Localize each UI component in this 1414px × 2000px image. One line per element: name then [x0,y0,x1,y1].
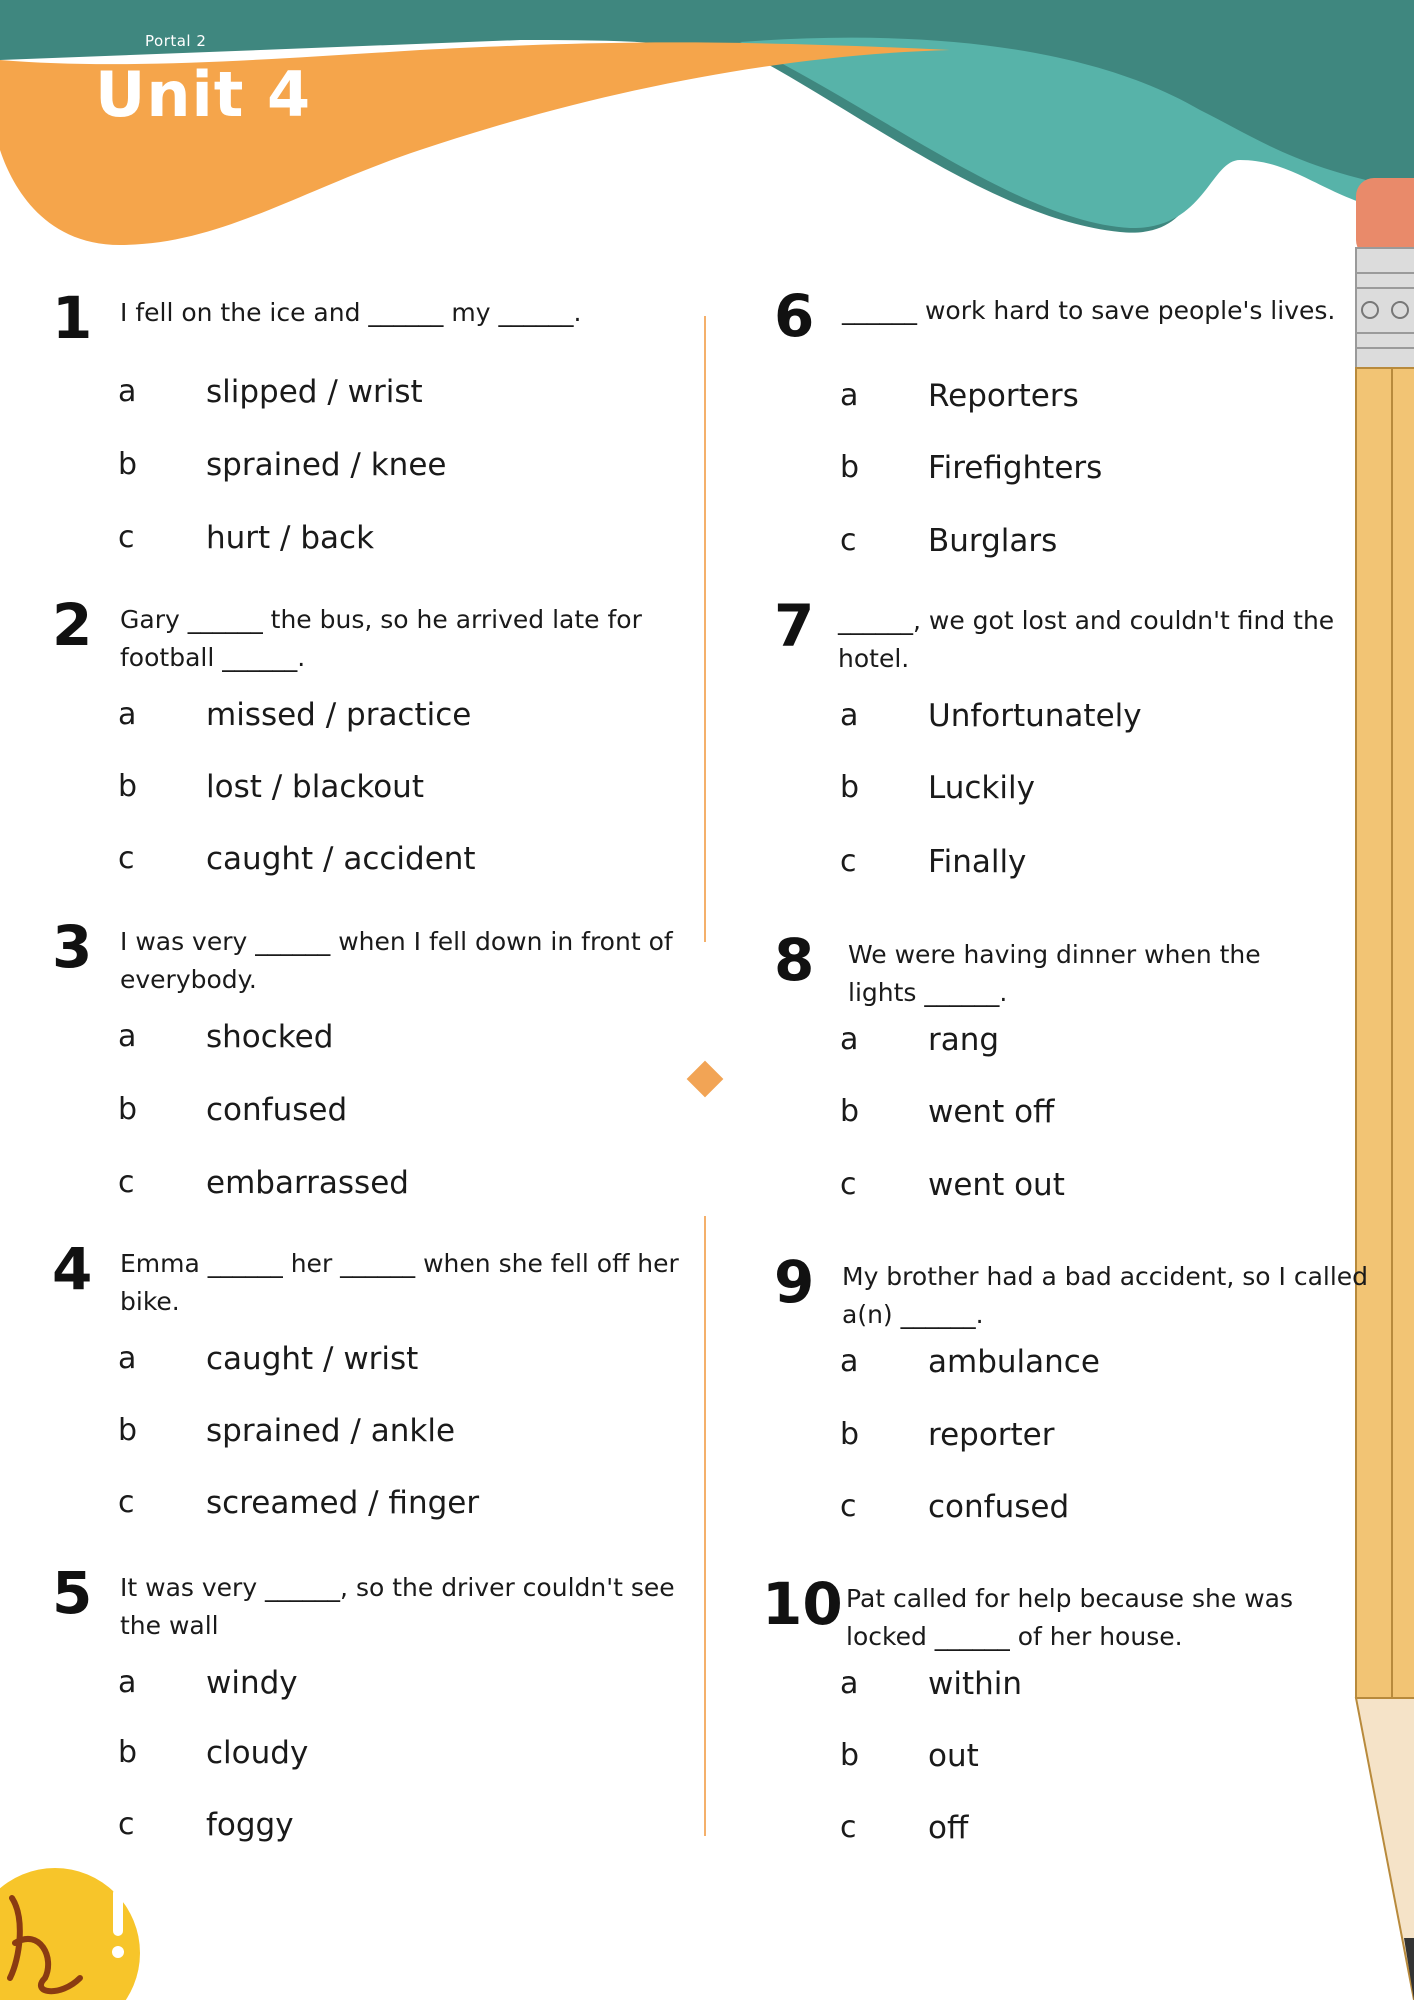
option-letter: b [118,1735,138,1770]
option-letter: b [118,769,138,804]
option-letter: b [840,1417,860,1452]
column-divider-bottom [704,1216,706,1836]
option-text: cloudy [206,1735,309,1771]
question-number: 2 [52,591,93,659]
option-letter: a [118,1341,137,1376]
option-a[interactable] [112,1019,672,1069]
question-number: 10 [762,1570,843,1638]
question-text: I was very ______ when I fell down in front of everybody. [120,927,673,994]
option-text: Luckily [928,770,1035,806]
option-letter: a [840,1022,859,1057]
option-letter: c [840,523,857,558]
option-c[interactable] [112,1165,672,1215]
option-letter: c [840,1167,857,1202]
option-text: windy [206,1665,298,1701]
yellow-circle-swirl-icon [0,1848,150,2000]
option-letter: c [840,1810,857,1845]
option-letter: c [118,1807,135,1842]
option-text: foggy [206,1807,294,1843]
option-letter: a [118,1665,137,1700]
option-a[interactable] [834,1344,1394,1394]
question-number: 3 [52,913,93,981]
option-letter: a [118,697,137,732]
option-a[interactable] [112,1665,672,1715]
question-number: 6 [774,282,815,350]
option-a[interactable] [112,1341,672,1391]
option-text: sprained / ankle [206,1413,456,1449]
option-a[interactable] [834,1666,1394,1716]
option-text: reporter [928,1417,1055,1453]
option-letter: a [840,1344,859,1379]
option-letter: c [840,844,857,879]
option-text: went off [928,1094,1055,1130]
option-text: within [928,1666,1023,1702]
option-b[interactable] [112,1092,672,1142]
question-number: 9 [774,1248,815,1316]
question-text: We were having dinner when the lights ______. [848,940,1261,1007]
question-number: 5 [52,1559,93,1627]
option-text: slipped / wrist [206,374,423,410]
option-letter: a [118,1019,137,1054]
option-text: lost / blackout [206,769,424,805]
option-letter: c [118,841,135,876]
option-text: out [928,1738,979,1774]
option-text: Finally [928,844,1027,880]
option-c[interactable] [112,520,672,570]
question-text: It was very ______, so the driver couldn't see the wall [120,1573,675,1640]
option-c[interactable] [834,1167,1394,1217]
option-text: Firefighters [928,450,1103,486]
option-text: confused [206,1092,348,1128]
question-number: 7 [774,592,815,660]
option-text: went out [928,1167,1065,1203]
column-divider-top [704,316,706,942]
option-b[interactable] [834,1417,1394,1467]
option-text: caught / accident [206,841,476,877]
option-c[interactable] [112,1485,672,1535]
option-text: embarrassed [206,1165,409,1201]
option-c[interactable] [834,523,1394,573]
option-c[interactable] [834,1810,1394,1860]
option-c[interactable] [112,841,672,891]
diamond-ornament [687,1061,724,1098]
question-text: My brother had a bad accident, so I called a(n) ______. [842,1262,1369,1329]
option-text: confused [928,1489,1070,1525]
option-text: rang [928,1022,1000,1058]
option-b[interactable] [112,769,672,819]
option-letter: a [840,698,859,733]
option-text: off [928,1810,969,1846]
option-a[interactable] [834,1022,1394,1072]
option-a[interactable] [112,697,672,747]
option-b[interactable] [834,770,1394,820]
option-letter: b [840,1094,860,1129]
option-b[interactable] [112,1413,672,1463]
option-b[interactable] [112,447,672,497]
option-letter: b [840,770,860,805]
question-text: ______ work hard to save people's lives. [842,296,1336,325]
option-c[interactable] [112,1807,672,1857]
option-c[interactable] [834,1489,1394,1539]
option-letter: a [840,378,859,413]
option-letter: c [118,520,135,555]
option-b[interactable] [834,1738,1394,1788]
question-text: ______, we got lost and couldn't find the hotel. [838,606,1335,673]
question-text: Pat called for help because she was locked ______ of her house. [846,1584,1293,1651]
option-text: Reporters [928,378,1079,414]
question-text: I fell on the ice and ______ my ______. [120,298,582,327]
option-text: shocked [206,1019,334,1055]
option-text: screamed / finger [206,1485,480,1521]
question-text: Emma ______ her ______ when she fell off her bike. [120,1249,679,1316]
question-number: 4 [52,1235,93,1303]
option-a[interactable] [112,374,672,424]
option-letter: b [118,1092,138,1127]
option-a[interactable] [834,378,1394,428]
option-text: ambulance [928,1344,1100,1380]
option-letter: b [840,450,860,485]
option-b[interactable] [834,450,1394,500]
option-b[interactable] [834,1094,1394,1144]
option-b[interactable] [112,1735,672,1785]
question-number: 8 [774,926,815,994]
option-letter: a [118,374,137,409]
option-a[interactable] [834,698,1394,748]
option-letter: a [840,1666,859,1701]
option-letter: c [118,1485,135,1520]
option-letter: c [840,1489,857,1524]
option-c[interactable] [834,844,1394,894]
question-number: 1 [52,284,93,352]
option-text: hurt / back [206,520,375,556]
option-text: Burglars [928,523,1058,559]
option-text: sprained / knee [206,447,447,483]
option-letter: b [840,1738,860,1773]
question-text: Gary ______ the bus, so he arrived late for football ______. [120,605,642,672]
page-title: Unit 4 [95,58,312,131]
option-text: Unfortunately [928,698,1142,734]
option-text: missed / practice [206,697,472,733]
option-text: caught / wrist [206,1341,419,1377]
option-letter: c [118,1165,135,1200]
header-subtitle: Portal 2 [145,32,207,50]
option-letter: b [118,1413,138,1448]
option-letter: b [118,447,138,482]
